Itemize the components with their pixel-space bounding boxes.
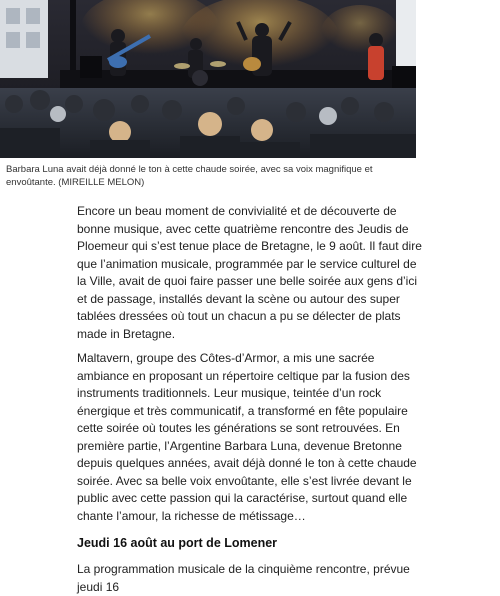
article-body (77, 203, 425, 596)
article-paragraph: Encore un beau moment de convivialité et de découverte de bonne musique, avec cette quatrième rencontre des Jeudis de Ploemeur qui s’est tenue place de Bretagne, le 9 août. Il faut dire que l’animation musicale, programmée par le service culturel de la Ville, avait de quoi faire passer une belle soirée aux gens d’ici et de passage, installés devant la scène ou autour des super tablées dressées où tout un chacun a pu se délecter de plats made in Bretagne. (77, 204, 422, 341)
concert-photo (0, 0, 416, 158)
article-subheading: Jeudi 16 août au port de Lomener (77, 536, 278, 550)
article-paragraph: Maltavern, groupe des Côtes-d’Armor, a mis une sacrée ambiance en proposant un répertoire celtique par la fusion des instruments traditionnels. Leur musique, teintée d’un rock énergique et très communicatif, a transformé en fête populaire cette soirée où toutes les générations se sont retrouvées. En première partie, l’Argentine Barbara Luna, devenue Bretonne depuis quelques années, avait déjà donné le ton à cette chaude soirée. Avec sa belle voix envoûtante, elle s’est livrée devant le public avec cette passion qui la caractérise, surtout quand elle chante l’amour, la richesse de métissage… (77, 351, 417, 523)
photo-caption: Barbara Luna avait déjà donné le ton à cette chaude soirée, avec sa voix magnifique et envoûtante. (MIREILLE MELON) (6, 164, 373, 188)
article-paragraph: La programmation musicale de la cinquième rencontre, prévue jeudi 16 (77, 562, 410, 594)
